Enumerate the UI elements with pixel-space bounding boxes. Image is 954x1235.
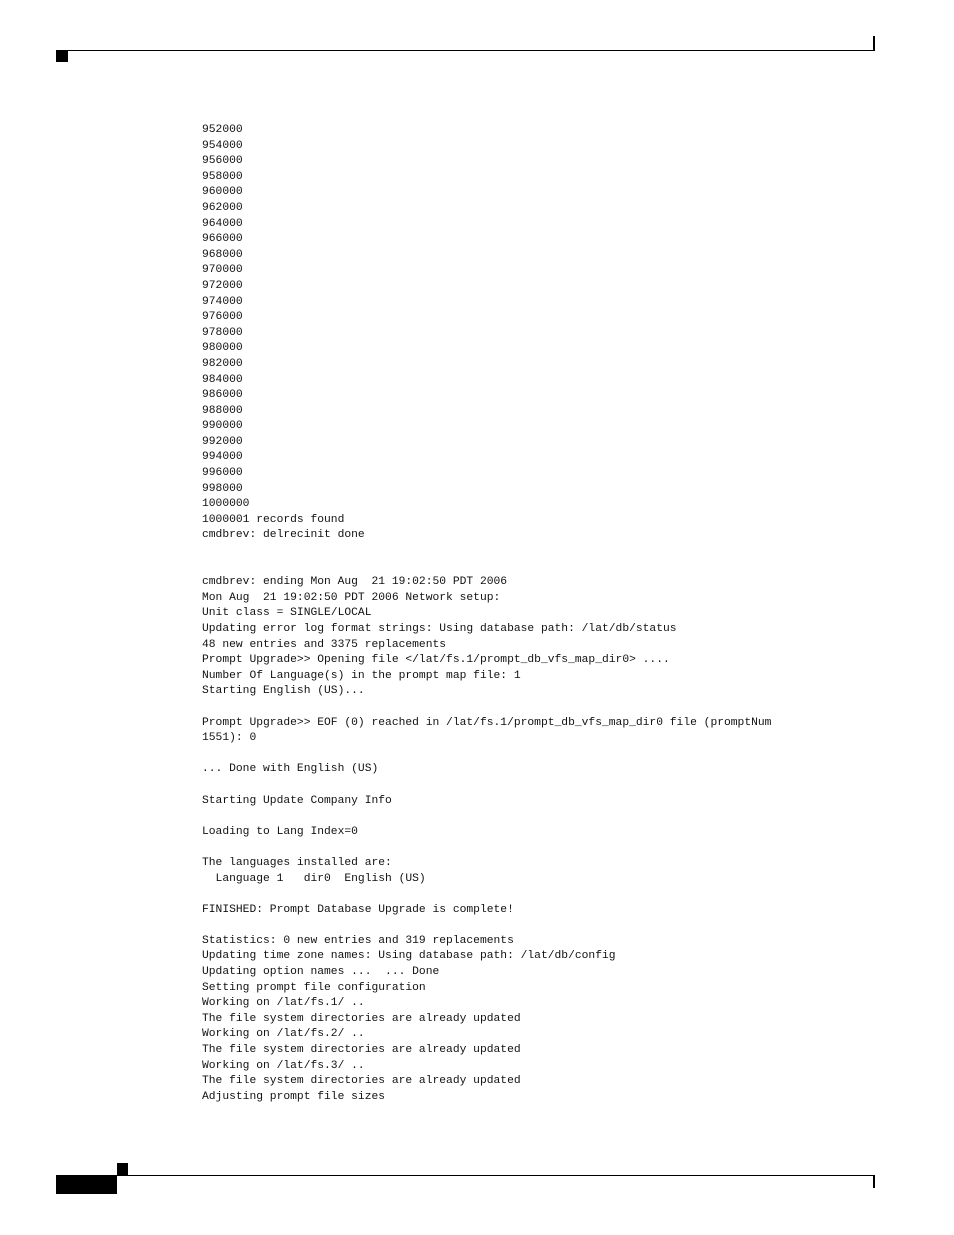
console-line: Mon Aug 21 19:02:50 PDT 2006 Network setup: — [202, 591, 501, 604]
console-line: 980000 — [202, 342, 243, 355]
console-line: Prompt Upgrade>> Opening file </lat/fs.1/prompt_db_vfs_map_dir0> .... — [202, 654, 670, 667]
console-line: The file system directories are already updated — [202, 1012, 521, 1025]
console-line: Loading to Lang Index=0 — [202, 825, 358, 838]
header-rule — [56, 50, 875, 51]
console-line: Number Of Language(s) in the prompt map file: 1 — [202, 669, 521, 682]
console-line — [202, 747, 882, 763]
console-line: Setting prompt file configuration — [202, 981, 426, 994]
footer-rule — [56, 1175, 875, 1176]
console-line: 994000 — [202, 451, 243, 464]
console-line: Statistics: 0 new entries and 319 replacements — [202, 934, 514, 947]
console-line: 964000 — [202, 217, 243, 230]
console-line: ... Done with English (US) — [202, 763, 379, 776]
console-output — [202, 123, 882, 1105]
console-line: 972000 — [202, 279, 243, 292]
console-line: 986000 — [202, 389, 243, 402]
console-line: Language 1 dir0 English (US) — [202, 872, 426, 885]
console-line: Unit class = SINGLE/LOCAL — [202, 607, 372, 620]
console-line: 996000 — [202, 467, 243, 480]
console-line: 968000 — [202, 248, 243, 261]
console-line: Starting Update Company Info — [202, 794, 392, 807]
footer-page-tab — [56, 1176, 117, 1194]
console-line — [202, 560, 882, 576]
console-line: 978000 — [202, 326, 243, 339]
console-line: cmdbrev: ending Mon Aug 21 19:02:50 PDT 2006 — [202, 576, 508, 589]
console-line: FINISHED: Prompt Database Upgrade is complete! — [202, 903, 514, 916]
console-line: 960000 — [202, 186, 243, 199]
footer-right-tick — [873, 1176, 875, 1188]
console-line — [202, 918, 882, 934]
console-line: Updating error log format strings: Using database path: /lat/db/status — [202, 623, 677, 635]
console-line: Starting English (US)... — [202, 685, 365, 698]
console-line: The languages installed are: — [202, 856, 392, 869]
console-line — [202, 544, 882, 560]
console-line: cmdbrev: delrecinit done — [202, 529, 365, 542]
console-line: The file system directories are already updated — [202, 1075, 521, 1088]
console-line: 990000 — [202, 420, 243, 433]
console-line: 952000 — [202, 124, 243, 136]
console-line: Updating time zone names: Using database path: /lat/db/config — [202, 950, 616, 963]
console-line: 966000 — [202, 233, 243, 246]
console-line — [202, 809, 882, 825]
console-line: 998000 — [202, 482, 243, 495]
console-line — [202, 840, 882, 856]
console-line: 992000 — [202, 435, 243, 448]
console-line — [202, 700, 882, 716]
console-line — [202, 887, 882, 903]
console-line: 974000 — [202, 295, 243, 308]
console-line: 988000 — [202, 404, 243, 417]
console-line: 48 new entries and 3375 replacements — [202, 638, 447, 651]
console-line: 970000 — [202, 264, 243, 277]
console-line: 954000 — [202, 139, 243, 152]
console-line: 1000000 — [202, 498, 250, 511]
console-line: Working on /lat/fs.2/ .. — [202, 1028, 365, 1041]
footer-corner-marker — [117, 1163, 128, 1175]
console-line: 958000 — [202, 170, 243, 183]
console-line: Working on /lat/fs.3/ .. — [202, 1059, 365, 1072]
console-line: Working on /lat/fs.1/ .. — [202, 997, 365, 1010]
header-corner-marker — [56, 51, 68, 62]
console-line: 956000 — [202, 155, 243, 168]
console-line: 1000001 records found — [202, 513, 345, 526]
console-line: Updating option names ... ... Done — [202, 966, 440, 979]
console-line: 962000 — [202, 201, 243, 214]
console-line: 982000 — [202, 357, 243, 370]
console-line: 976000 — [202, 311, 243, 324]
console-line: The file system directories are already updated — [202, 1044, 521, 1057]
console-line — [202, 778, 882, 794]
console-line: 984000 — [202, 373, 243, 386]
console-line: 1551): 0 — [202, 732, 257, 745]
header-right-tick — [873, 36, 875, 51]
console-line: Adjusting prompt file sizes — [202, 1090, 386, 1103]
console-line: Prompt Upgrade>> EOF (0) reached in /lat/fs.1/prompt_db_vfs_map_dir0 file (promptNum — [202, 716, 772, 729]
